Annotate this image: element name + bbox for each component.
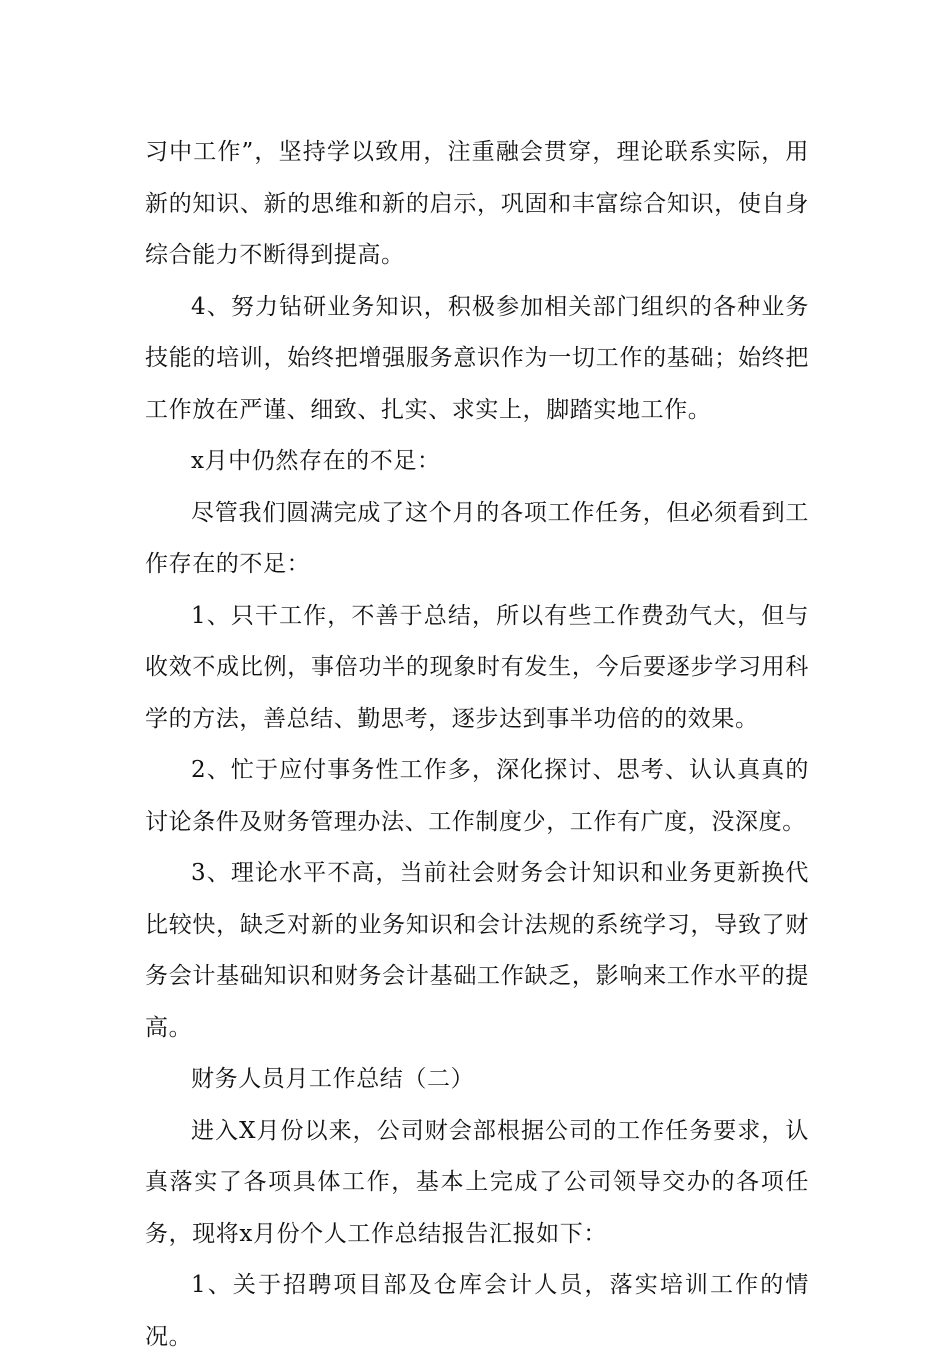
section-heading-shortcomings: x月中仍然存在的不足：	[191, 448, 441, 474]
paragraph-item-4: 4、努力钻研业务知识，积极参加相关部门组织的各种业务技能的培训，始终把增强服务意识作为一切工作的基础；始终把工作放在严谨、细致、扎实、求实上，脚踏实地工作。	[145, 293, 809, 423]
section-title-summary-two: 财务人员月工作总结（二）	[191, 1066, 475, 1092]
paragraph-summary-item-1: 1、关于招聘项目部及仓库会计人员，落实培训工作的情况。	[145, 1272, 809, 1350]
paragraph-shortcoming-3: 3、理论水平不高，当前社会财务会计知识和业务更新换代比较快，缺乏对新的业务知识和会计法规的系统学习，导致了财务会计基础知识和财务会计基础工作缺乏，影响来工作水平的提高。	[145, 860, 809, 1041]
paragraph-continuation: 习中工作”，坚持学以致用，注重融会贯穿，理论联系实际，用新的知识、新的思维和新的启示，巩固和丰富综合知识，使自身综合能力不断得到提高。	[145, 139, 809, 268]
document-body	[145, 127, 809, 1363]
paragraph-shortcomings-intro: 尽管我们圆满完成了这个月的各项工作任务，但必须看到工作存在的不足：	[145, 499, 809, 577]
paragraph-summary-intro: 进入X月份以来，公司财会部根据公司的工作任务要求，认真落实了各项具体工作，基本上完成了公司领导交办的各项任务，现将x月份个人工作总结报告汇报如下：	[145, 1117, 809, 1247]
paragraph-shortcoming-2: 2、忙于应付事务性工作多，深化探讨、思考、认认真真的讨论条件及财务管理办法、工作制度少，工作有广度，没深度。	[145, 757, 809, 835]
paragraph-shortcoming-1: 1、只干工作，不善于总结，所以有些工作费劲气大，但与收效不成比例，事倍功半的现象时有发生，今后要逐步学习用科学的方法，善总结、勤思考，逐步达到事半功倍的的效果。	[145, 602, 809, 732]
